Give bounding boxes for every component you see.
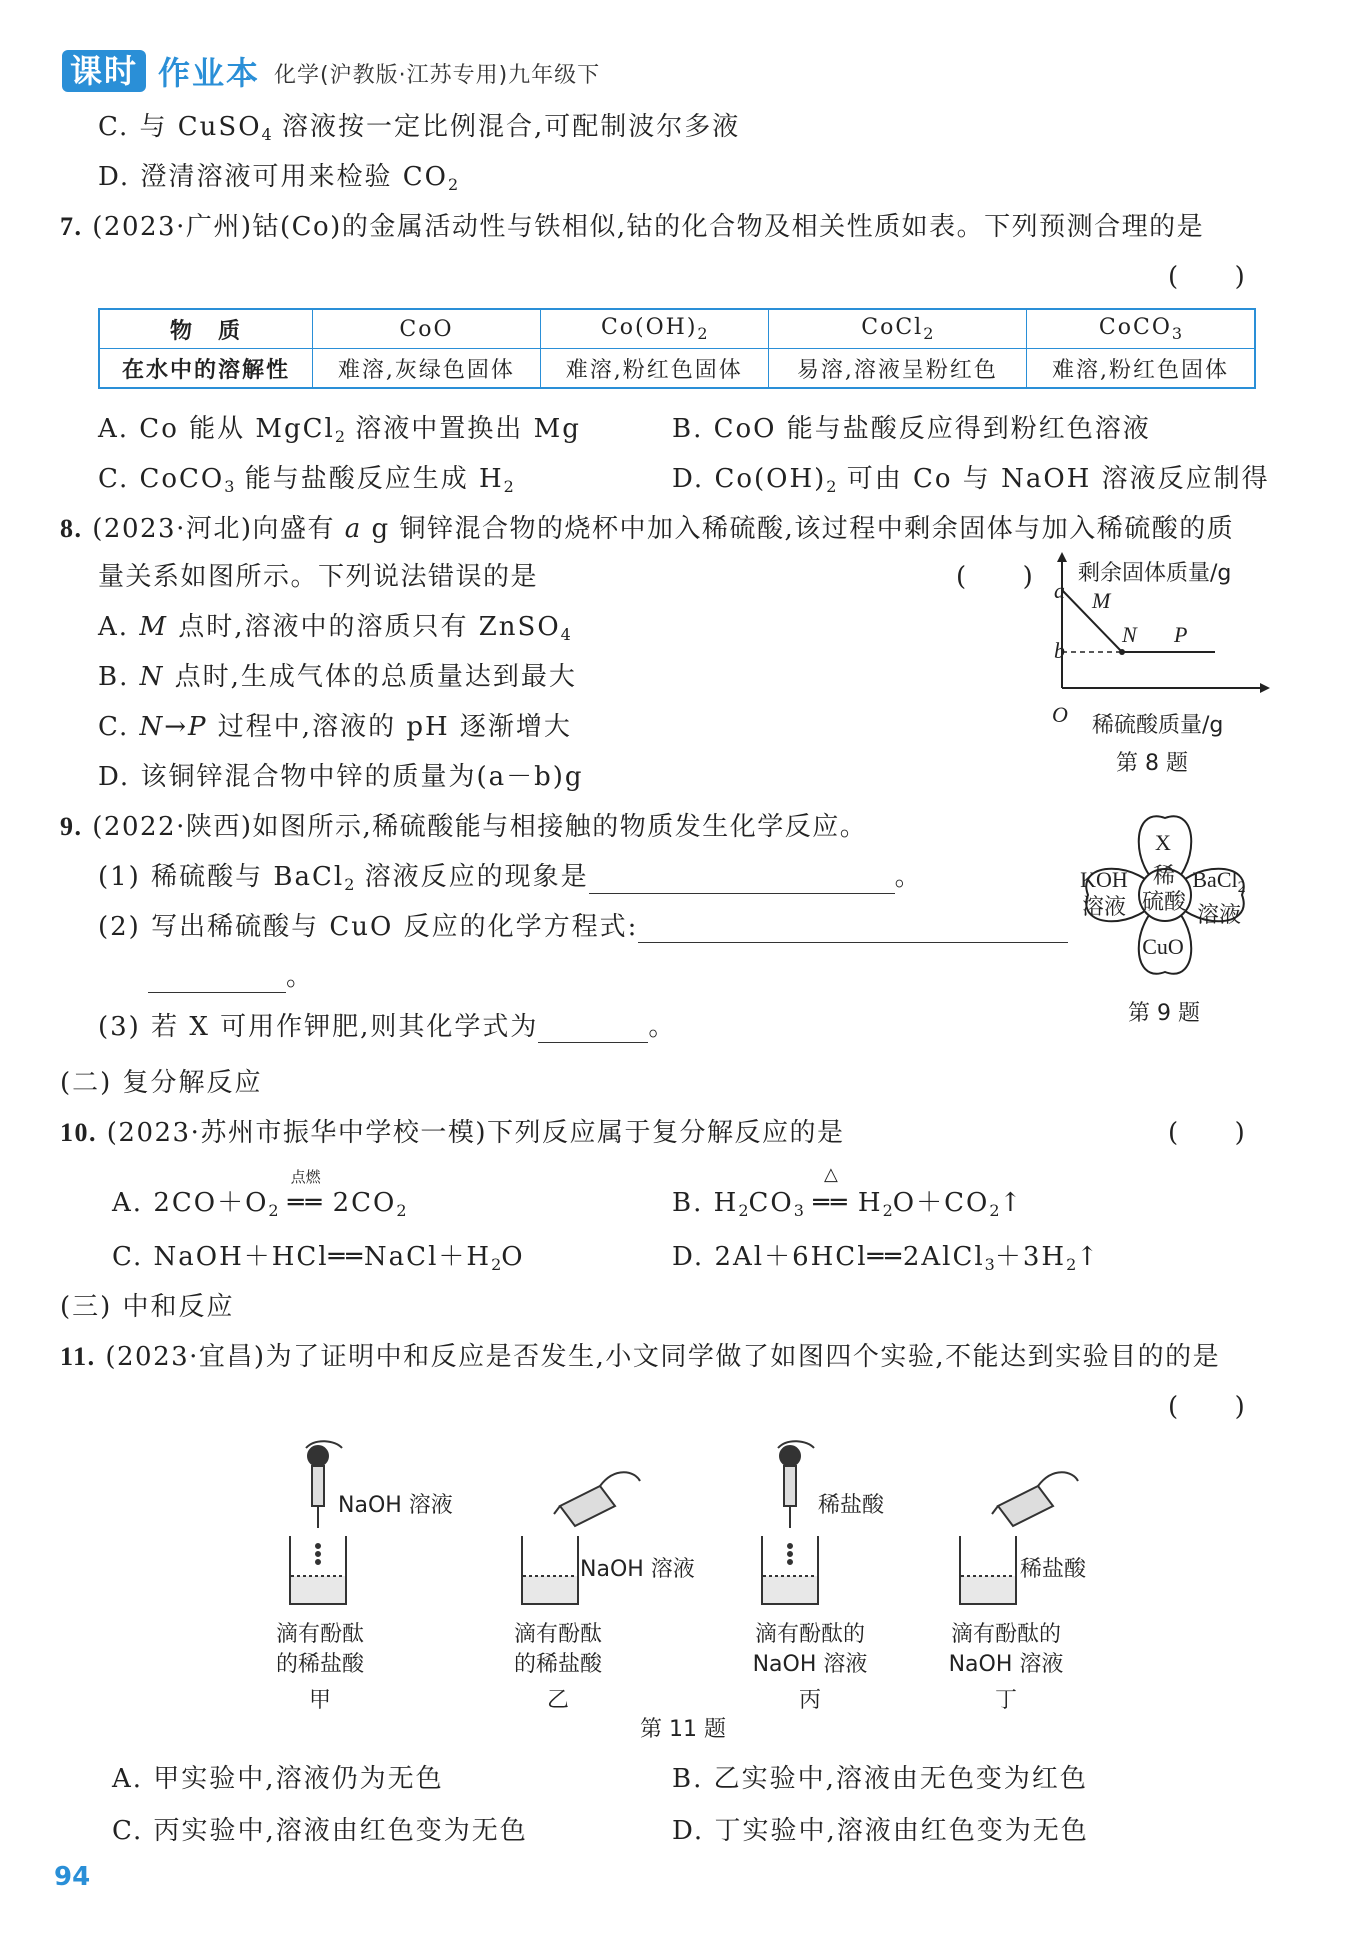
q7-option-c: C. CoCO$_3$ 能与盐酸反应生成 $H_2$ — [98, 464, 514, 496]
exp-jia-content: 滴有酚酞 的稀盐酸 甲 — [275, 1622, 364, 1713]
q8-option-d: D. 该铜锌混合物中锌的质量为(a－b)g — [98, 762, 584, 792]
exp-yi-reagent: NaOH 溶液 — [580, 1557, 695, 1582]
beaker-bing — [762, 1536, 818, 1604]
q8-label-origin: O — [1052, 702, 1068, 727]
q11-caption: 第 11 题 — [640, 1717, 726, 1742]
q9-part1: (1) 稀硫酸与 BaCl$_2$ 溶液反应的现象是 。 — [98, 862, 923, 894]
table-cell-d1: 难溶,灰绿色固体 — [313, 349, 541, 389]
q7-answer-paren: ( ) — [1168, 262, 1247, 292]
q11-option-c: C. 丙实验中,溶液由红色变为无色 — [112, 1816, 528, 1846]
q7-option-d: D. $Co(OH)_2$ 可由 Co 与 NaOH 溶液反应制得 — [672, 464, 1270, 496]
q8-label-b: b — [1054, 638, 1065, 663]
bottle-ding — [992, 1472, 1078, 1526]
q8-stem-line2: 量关系如图所示。下列说法错误的是 — [98, 562, 539, 592]
series-logo-text: 作业本 — [158, 54, 261, 92]
section-heading-3: (三) 中和反应 — [60, 1292, 235, 1322]
bottle-yi — [554, 1472, 640, 1526]
q8-option-b: B. N 点时,生成气体的总质量达到最大 — [98, 662, 577, 692]
q11-answer-paren: ( ) — [1168, 1392, 1247, 1422]
series-logo: 课时 — [62, 50, 146, 92]
table-cell-coo: CoO — [313, 309, 541, 349]
x-axis-arrow — [1260, 683, 1270, 693]
q11-option-a: A. 甲实验中,溶液仍为无色 — [112, 1764, 444, 1794]
point-n — [1119, 649, 1125, 655]
q8-option-c: C. N→P 过程中,溶液的 pH 逐渐增大 — [98, 712, 572, 742]
q8-label-p: P — [1174, 622, 1188, 647]
q8-ylabel: 剩余固体质量/g — [1078, 561, 1232, 586]
exp-ding-reagent: 稀盐酸 — [1020, 1557, 1087, 1582]
beaker-yi — [522, 1536, 578, 1604]
q9-leaf-bacl2: BaCl$_2$ 溶液 — [1192, 867, 1246, 928]
answer-blank-2 — [638, 916, 1068, 943]
q10-stem: 10. (2023·苏州市振华中学校一模)下列反应属于复分解反应的是 — [60, 1118, 845, 1148]
table-cell-d2: 难溶,粉红色固体 — [540, 349, 768, 389]
q7-stem: 7. (2023·广州)钴(Co)的金属活动性与铁相似,钴的化合物及相关性质如表。下列预测合理的是 — [60, 212, 1205, 242]
table-cell-d4: 难溶,粉红色固体 — [1026, 349, 1255, 389]
exp-bing-reagent: 稀盐酸 — [818, 1493, 885, 1518]
page-number: 94 — [54, 1862, 91, 1892]
table-cell-d3: 易溶,溶液呈粉红色 — [768, 349, 1026, 389]
q11-option-b: B. 乙实验中,溶液由无色变为红色 — [672, 1764, 1088, 1794]
dropper-bing — [778, 1441, 814, 1528]
q11-option-d: D. 丁实验中,溶液由红色变为无色 — [672, 1816, 1089, 1846]
q8-option-a: A. M 点时,溶液中的溶质只有 ZnSO$_4$ — [98, 612, 571, 644]
q7-property-table — [98, 308, 1256, 389]
q8-label-a: a — [1054, 578, 1065, 603]
section-heading-2: (二) 复分解反应 — [60, 1068, 263, 1098]
q9-part3: (3) 若 X 可用作钾肥,则其化学式为 。 — [98, 1012, 677, 1042]
q6-option-c: C. 与 CuSO$_4$ 溶液按一定比例混合,可配制波尔多液 — [98, 112, 741, 144]
table-cell-cooh2: $Co(OH)_2$ — [540, 309, 768, 349]
answer-blank-4 — [538, 1016, 648, 1043]
book-subtitle: 化学(沪教版·江苏专用)九年级下 — [274, 63, 601, 88]
exp-jia-reagent: NaOH 溶液 — [338, 1493, 453, 1518]
q9-part2-cont: 。 — [148, 956, 314, 993]
y-axis-arrow — [1057, 552, 1067, 562]
table-header-solubility: 在水中的溶解性 — [99, 349, 313, 389]
answer-blank-1 — [589, 867, 895, 894]
q10-option-d: D. $2Al+6HCl══2AlCl_3+3H_2↑$ — [672, 1242, 1101, 1274]
q9-leaf-koh: KOH 溶液 — [1080, 867, 1128, 920]
q9-leaf-cuo: CuO — [1142, 934, 1184, 959]
q10-option-c: C. $NaOH+HCl══NaCl+H_2O$ — [112, 1242, 525, 1274]
exp-yi-content: 滴有酚酞 的稀盐酸 乙 — [513, 1622, 602, 1713]
q9-center-acid: 稀 硫酸 — [1141, 864, 1186, 915]
q9-part2: (2) 写出稀硫酸与 CuO 反应的化学方程式: — [98, 906, 1068, 943]
q9-stem: 9. (2022·陕西)如图所示,稀硫酸能与相接触的物质发生化学反应。 — [60, 812, 868, 842]
q8-answer-paren: ( ) — [956, 562, 1035, 592]
q8-caption: 第 8 题 — [1116, 751, 1188, 776]
answer-blank-3 — [148, 966, 286, 993]
beaker-jia — [290, 1536, 346, 1604]
q10-answer-paren: ( ) — [1168, 1118, 1247, 1148]
table-cell-cocl2: CoCl$_2$ — [768, 309, 1026, 349]
q9-caption: 第 9 题 — [1128, 1001, 1200, 1026]
table-cell-coco3: CoCO$_3$ — [1026, 309, 1255, 349]
q10-option-b: B. $H_2CO_3$ △ ══ $H_2O+CO_2↑$ — [672, 1164, 1024, 1220]
table-header-substance: 物 质 — [99, 309, 313, 349]
q7-option-a: A. Co 能从 MgCl$_2$ 溶液中置换出 Mg — [98, 414, 581, 446]
q6-option-d: D. 澄清溶液可用来检验 $CO_2$ — [98, 162, 459, 194]
q8-xlabel: 稀硫酸质量/g — [1092, 713, 1224, 738]
q10-option-a: A. $2CO+O_2$ 点燃 ══ $2CO_2$ — [112, 1168, 407, 1220]
q11-stem: 11. (2023·宜昌)为了证明中和反应是否发生,小文同学做了如图四个实验,不能达到实验目的的是 — [60, 1342, 1221, 1372]
q8-label-n: N — [1122, 622, 1137, 647]
q8-label-m: M — [1092, 588, 1111, 613]
beaker-ding — [960, 1536, 1016, 1604]
q7-option-b: B. CoO 能与盐酸反应得到粉红色溶液 — [672, 414, 1151, 444]
dropper-jia — [306, 1441, 342, 1528]
q8-stem-line1: 8. (2023·河北)向盛有 a g 铜锌混合物的烧杯中加入稀硫酸,该过程中剩余固体与加入稀硫酸的质 — [60, 514, 1235, 544]
exp-bing-content: 滴有酚酞的 NaOH 溶液 丙 — [752, 1622, 868, 1713]
exp-ding-content: 滴有酚酞的 NaOH 溶液 丁 — [948, 1622, 1064, 1713]
q11-experiment-figure — [270, 1436, 1100, 1616]
q9-leaf-x: X — [1155, 830, 1171, 855]
